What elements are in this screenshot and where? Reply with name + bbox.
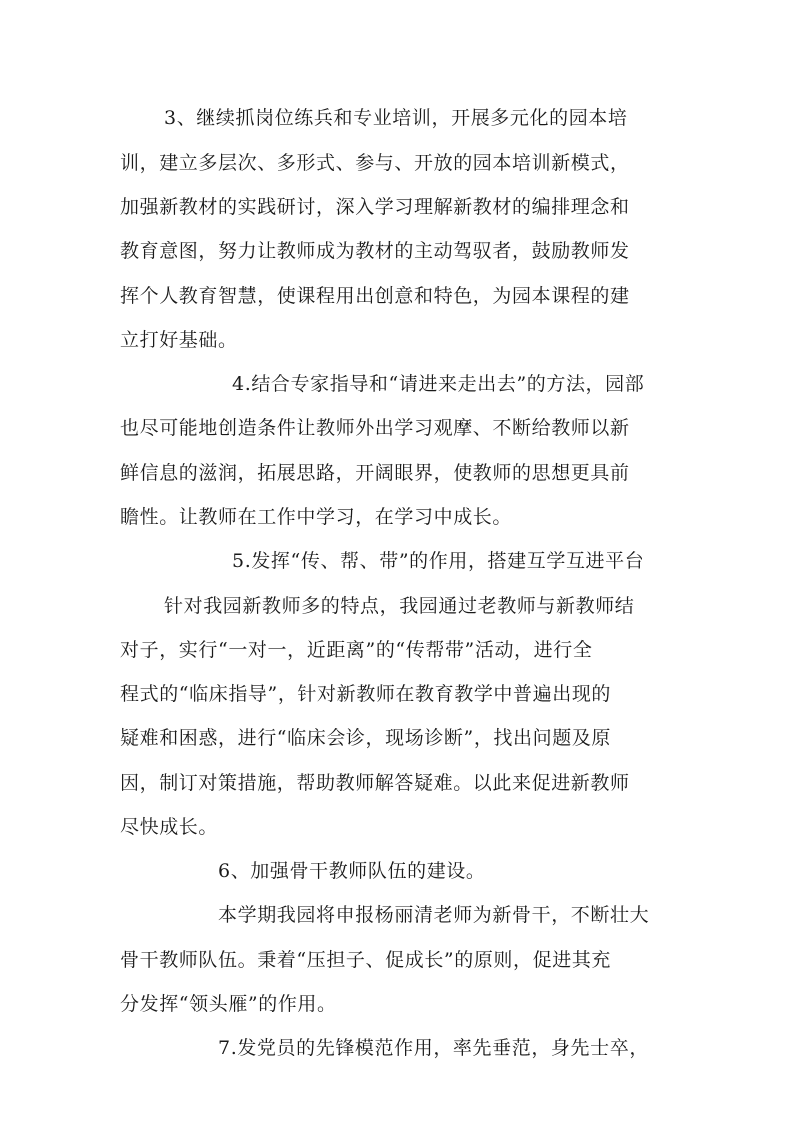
text-line: 疑难和困惑，进行“临床会诊，现场诊断”，找出问题及原	[120, 727, 612, 749]
text-line: 针对我园新教师多的特点，我园通过老教师与新教师结	[164, 595, 635, 617]
section-heading: 5.发挥“传、帮、带”的作用，搭建互学互进平台	[232, 550, 645, 572]
text-line: 3、继续抓岗位练兵和专业培训，开展多元化的园本培	[164, 107, 628, 129]
section-heading: 7.发党员的先锋模范作用，率先垂范，身先士卒，	[218, 1037, 649, 1059]
text-line: 对子，实行“一对一，近距离”的“传帮带”活动，进行全	[120, 639, 593, 661]
text-line: 鲜信息的滋润，拓展思路，开阔眼界，使教师的思想更具前	[120, 462, 630, 484]
text-line: 立打好基础。	[120, 329, 238, 351]
text-line: 骨干教师队伍。秉着“压担子、促成长”的原则，促进其充	[120, 949, 612, 971]
text-line: 分发挥“领头雁”的作用。	[120, 993, 337, 1015]
text-line: 挥个人教育智慧，使课程用出创意和特色，为园本课程的建	[120, 285, 630, 307]
text-line: 4.结合专家指导和“请进来走出去”的方法，园部	[232, 373, 645, 395]
text-line: 尽快成长。	[120, 816, 219, 838]
text-line: 本学期我园将申报杨丽清老师为新骨干，不断壮大	[218, 904, 650, 926]
text-line: 因，制订对策措施，帮助教师解答疑难。以此来促进新教师	[120, 772, 630, 794]
text-line: 程式的“临床指导”，针对新教师在教育教学中普遍出现的	[120, 683, 612, 705]
text-line: 瞻性。让教师在工作中学习，在学习中成长。	[120, 506, 513, 528]
text-line: 教育意图，努力让教师成为教材的主动驾驭者，鼓励教师发	[120, 240, 630, 262]
text-line: 也尽可能地创造条件让教师外出学习观摩、不断给教师以新	[120, 417, 630, 439]
text-line: 训，建立多层次、多形式、参与、开放的园本培训新模式，	[120, 152, 630, 174]
text-line: 加强新教材的实践研讨，深入学习理解新教材的编排理念和	[120, 196, 630, 218]
section-heading: 6、加强骨干教师队伍的建设。	[218, 860, 486, 882]
